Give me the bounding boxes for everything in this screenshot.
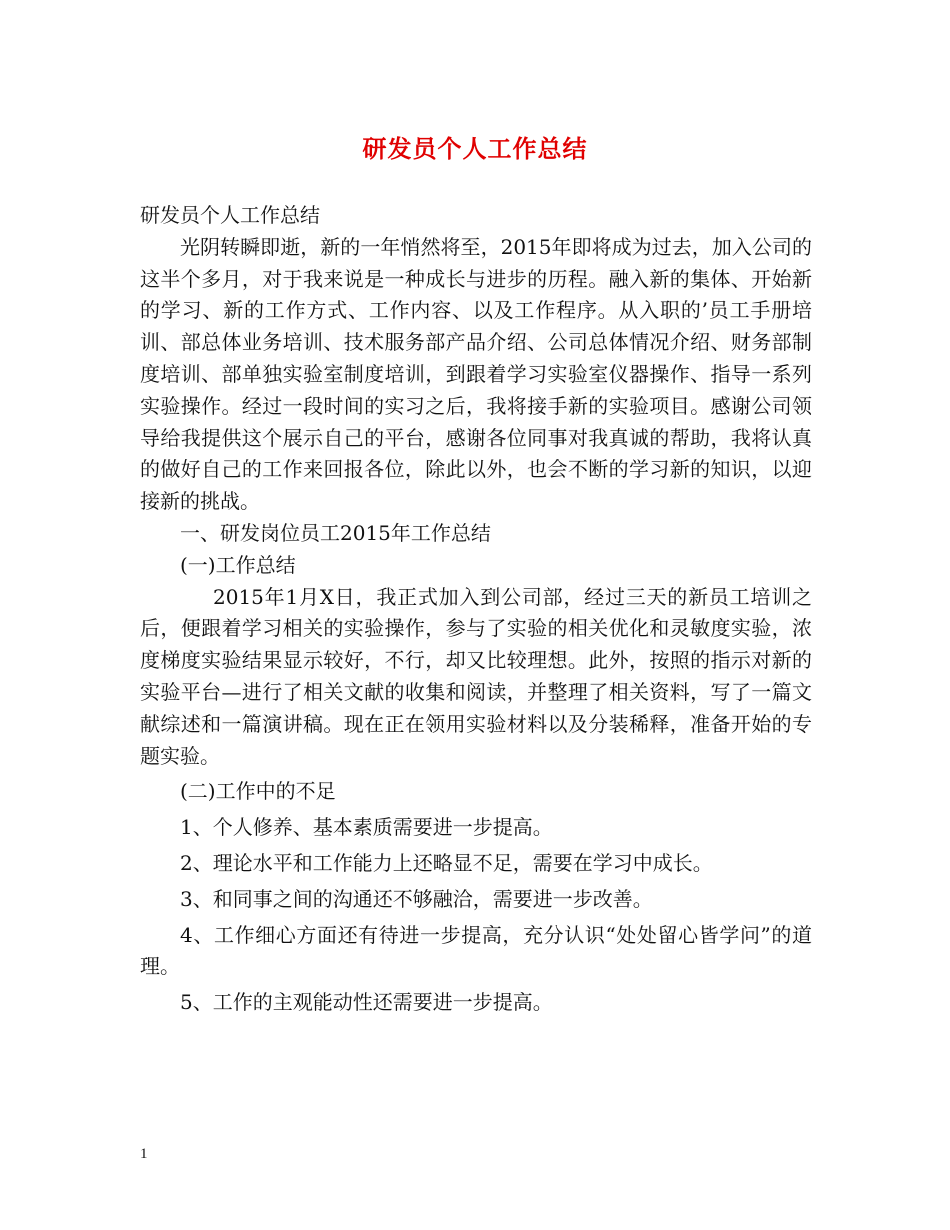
subsection-heading-shortcomings: (二)工作中的不足: [180, 779, 336, 804]
intro-paragraph: 光阴转瞬即逝，新的一年悄然将至，2015年即将成为过去，加入公司的这半个多月，对于我来说是一种成长与进步的历程。融入新的集体、开始新的学习、新的工作方式、工作内容、以及工作程序。从入职的’员工手册培训、部总体业务培训、技术服务部产品介绍、公司总体情况介绍、财务部制度培训、部单独实验室制度培训，到跟着学习实验室仪器操作、指导一系列实验操作。经过一段时间的实习之后，我将接手新的实验项目。感谢公司领导给我提供这个展示自己的平台，感谢各位同事对我真诚的帮助，我将认真的做好自己的工作来回报各位，除此以外，也会不断的学习新的知识，以迎接新的挑战。: [140, 234, 812, 514]
page-title: 研发员个人工作总结: [362, 134, 588, 163]
shortcoming-item-5: 5、工作的主观能动性还需要进一步提高。: [180, 990, 553, 1015]
document-subtitle: 研发员个人工作总结: [140, 203, 320, 227]
shortcoming-item-2: 2、理论水平和工作能力上还略显不足，需要在学习中成长。: [180, 850, 713, 875]
shortcoming-item-4: 4、工作细心方面还有待进一步提高，充分认识“处处留心皆学问”的道理。: [140, 922, 812, 979]
document-body: [140, 200, 812, 1019]
shortcoming-item-1: 1、个人修养、基本素质需要进一步提高。: [180, 815, 553, 840]
subsection-heading-work-summary: (一)工作总结: [180, 552, 296, 577]
shortcoming-item-3: 3、和同事之间的沟通还不够融洽，需要进一步改善。: [180, 886, 653, 911]
section-heading-1: 一、研发岗位员工2015年工作总结: [180, 520, 491, 545]
work-summary-paragraph: 2015年1月X日，我正式加入到公司部，经过三天的新员工培训之后，便跟着学习相关的实验操作，参与了实验的相关优化和灵敏度实验，浓度梯度实验结果显示较好，不行，却又比较理想。此外，按照的指示对新的实验平台—进行了相关文献的收集和阅读，并整理了相关资料，写了一篇文献综述和一篇演讲稿。现在正在领用实验材料以及分装稀释，准备开始的专题实验。: [140, 584, 812, 768]
page-number: 1: [140, 1146, 148, 1162]
